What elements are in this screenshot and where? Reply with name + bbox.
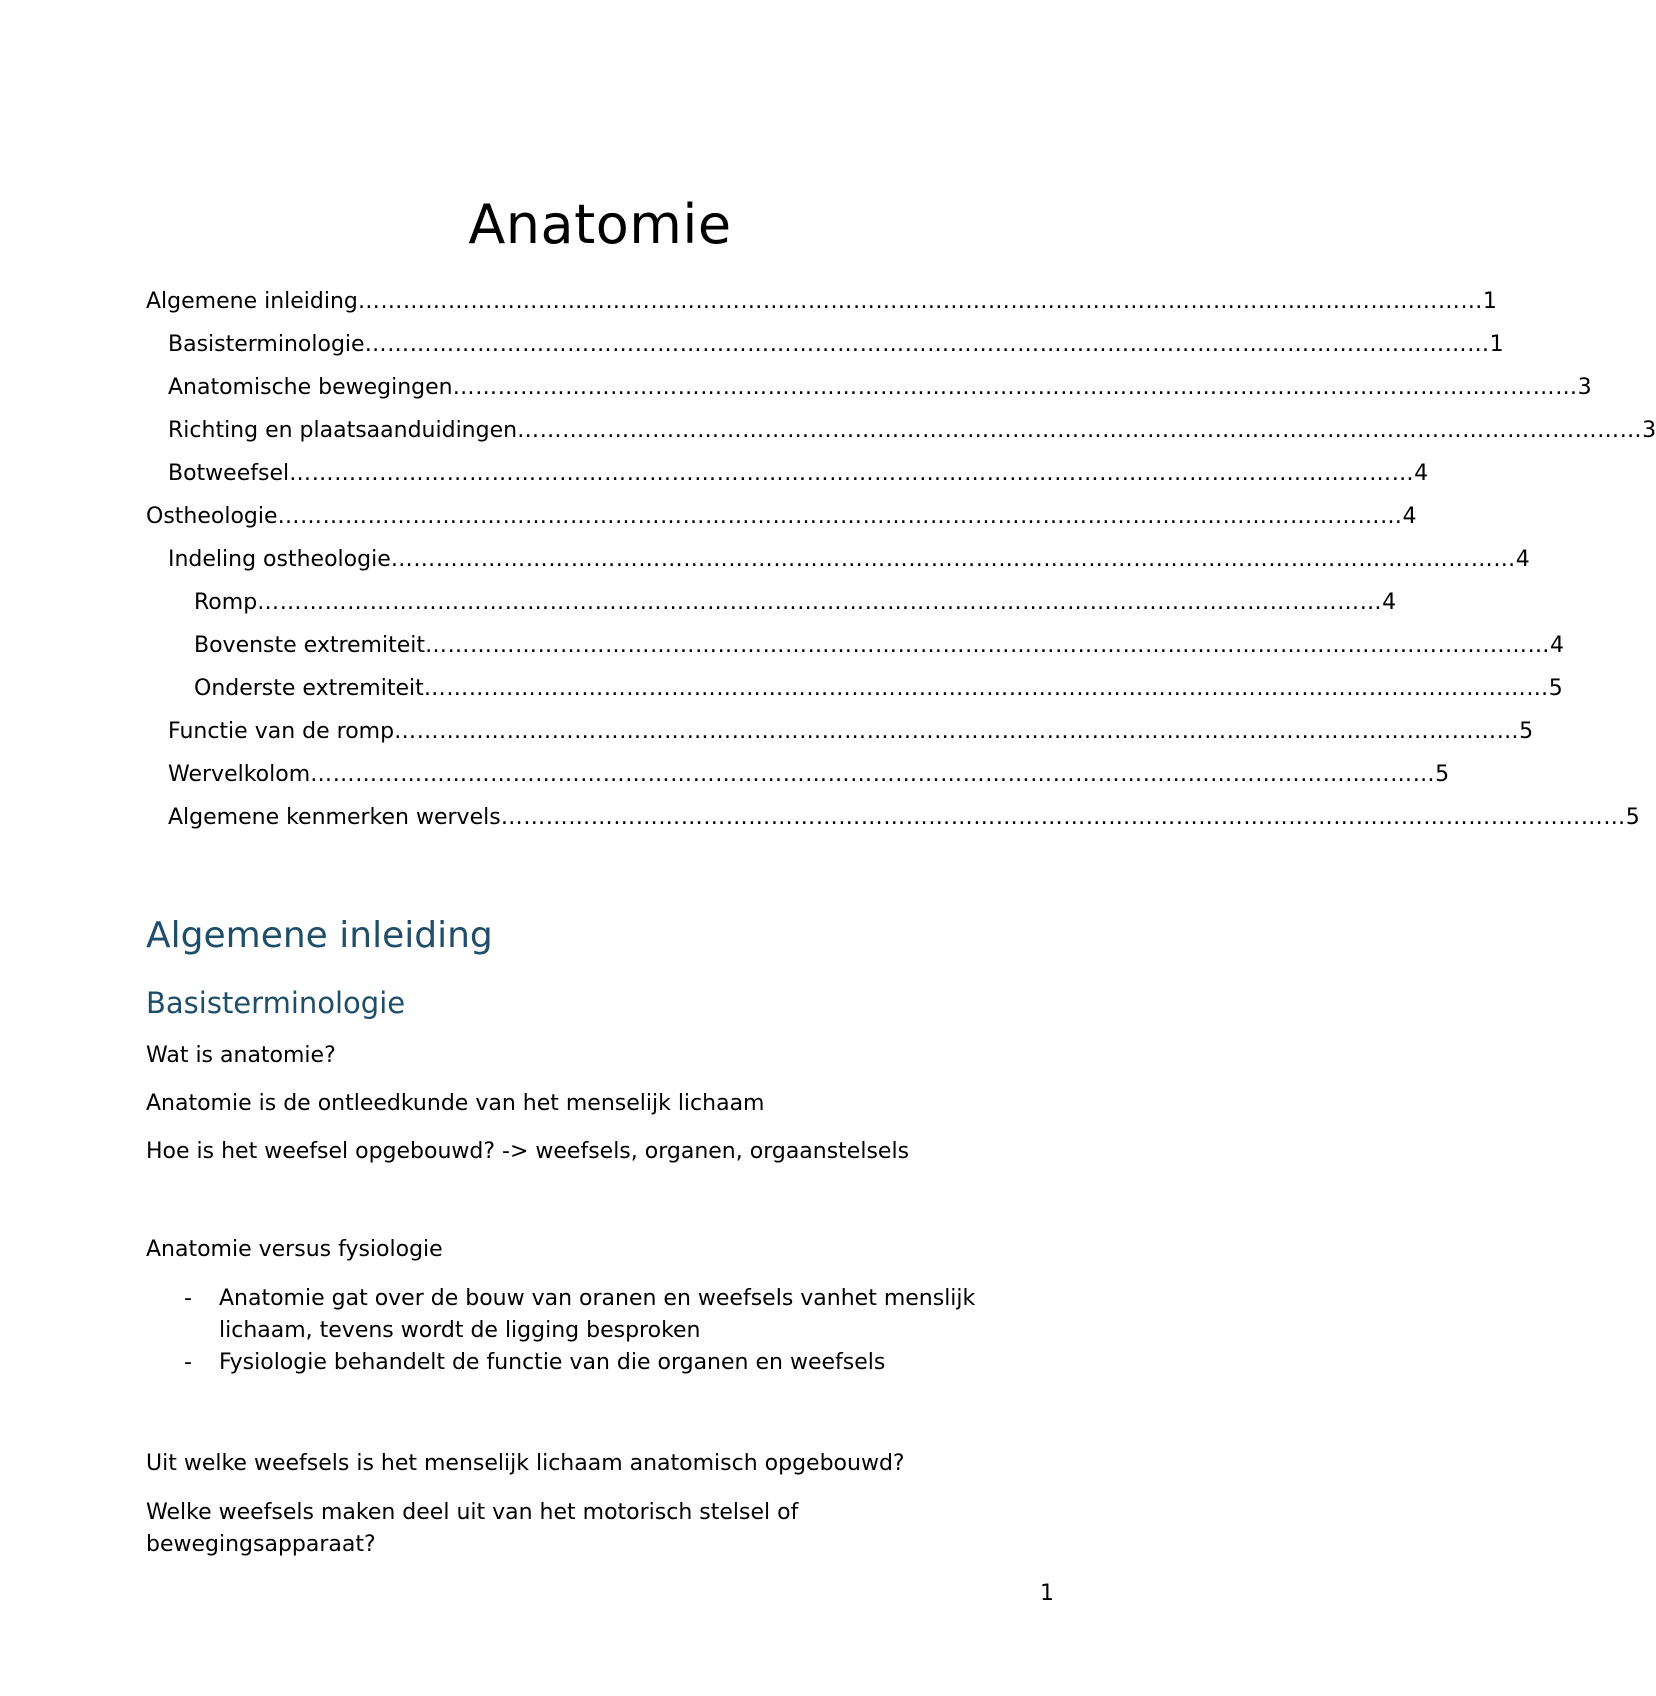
toc-entry-page: 1 [1482,289,1497,314]
toc-entry-page: 5 [1435,762,1450,787]
toc-entry-page: 5 [1625,805,1640,830]
toc-leader-dots: …………………………………………………………………………………………………………………………………… [364,332,1490,357]
toc-entry[interactable] [146,452,1429,495]
toc-entry-page: 3 [1642,418,1656,443]
toc-entry[interactable] [146,624,1564,667]
toc-entry[interactable] [146,796,1640,839]
bullet-marker: - [184,1350,192,1375]
toc-leader-dots: …………………………………………………………………………………………………………………………………… [277,504,1403,529]
toc-entry-label: Onderste extremiteit [194,676,424,701]
toc-entry-label: Algemene kenmerken wervels [168,805,501,830]
toc-entry[interactable] [146,538,1530,581]
toc-entry[interactable] [146,409,1656,452]
toc-entry-label: Richting en plaatsaanduidingen [168,418,518,443]
paragraph-anatomy-versus-physiology: Anatomie versus fysiologie [146,1237,443,1262]
toc-entry-label: Indeling ostheologie [168,547,391,572]
toc-entry-label: Botweefsel [168,461,290,486]
toc-entry-label: Ostheologie [146,504,278,529]
toc-entry-page: 4 [1382,590,1397,615]
toc-entry-label: Algemene inleiding [146,289,358,314]
list-item-text: Anatomie gat over de bouw van oranen en weefsels vanhet menslijk lichaam, tevens wordt de ligging besproken [219,1286,976,1343]
toc-leader-dots: …………………………………………………………………………………………………………………………………… [452,375,1578,400]
toc-entry[interactable] [146,323,1504,366]
paragraph-answer-anatomy: Anatomie is de ontleedkunde van het menselijk lichaam [146,1091,765,1116]
toc-entry-page: 4 [1550,633,1564,658]
toc-entry[interactable] [146,753,1450,796]
bullet-list [146,1283,1066,1379]
list-item [146,1283,1066,1347]
paragraph-question-anatomy: Wat is anatomie? [146,1043,336,1068]
list-item [146,1347,1066,1379]
toc-entry-page: 4 [1414,461,1429,486]
toc-entry-label: Anatomische bewegingen [168,375,453,400]
paragraph-question-tissue: Hoe is het weefsel opgebouwd? -> weefsels, organen, orgaanstelsels [146,1139,910,1164]
toc-leader-dots: …………………………………………………………………………………………………………………………………… [425,633,1550,658]
toc-leader-dots: …………………………………………………………………………………………………………………………………… [500,805,1626,830]
toc-leader-dots: …………………………………………………………………………………………………………………………………… [257,590,1383,615]
toc-entry-label: Basisterminologie [168,332,365,357]
toc-leader-dots: …………………………………………………………………………………………………………………………………… [357,289,1483,314]
toc-entry-page: 5 [1548,676,1563,701]
subsection-heading: Basisterminologie [146,986,406,1020]
toc-entry[interactable] [146,710,1534,753]
toc-entry-label: Wervelkolom [168,762,311,787]
toc-entry-page: 1 [1489,332,1504,357]
toc-entry[interactable] [146,667,1563,710]
toc-leader-dots: …………………………………………………………………………………………………………………………………… [517,418,1643,443]
toc-leader-dots: …………………………………………………………………………………………………………………………………… [394,719,1520,744]
toc-entry[interactable] [146,280,1497,323]
list-item-text: Fysiologie behandelt de functie van die organen en weefsels [219,1350,886,1375]
toc-leader-dots: …………………………………………………………………………………………………………………………………… [310,762,1436,787]
toc-entry-page: 4 [1515,547,1530,572]
section-heading: Algemene inleiding [146,915,493,956]
table-of-contents [146,280,1656,839]
toc-entry[interactable] [146,366,1592,409]
toc-entry-page: 4 [1402,504,1417,529]
toc-entry-page: 3 [1577,375,1592,400]
paragraph-question-body-tissues: Uit welke weefsels is het menselijk lichaam anatomisch opgebouwd? [146,1451,905,1476]
toc-leader-dots: …………………………………………………………………………………………………………………………………… [289,461,1415,486]
page-number: 1 [1040,1581,1054,1606]
paragraph-question-motor-system: Welke weefsels maken deel uit van het motorisch stelsel of bewegingsapparaat? [146,1500,799,1557]
toc-entry-page: 5 [1519,719,1534,744]
toc-entry[interactable] [146,495,1417,538]
toc-entry-label: Bovenste extremiteit [194,633,425,658]
toc-leader-dots: …………………………………………………………………………………………………………………………………… [390,547,1516,572]
toc-leader-dots: …………………………………………………………………………………………………………………………………… [423,676,1549,701]
toc-entry-label: Romp [194,590,258,615]
toc-entry[interactable] [146,581,1397,624]
document-title: Anatomie [468,193,732,256]
bullet-marker: - [184,1286,192,1311]
toc-entry-label: Functie van de romp [168,719,395,744]
